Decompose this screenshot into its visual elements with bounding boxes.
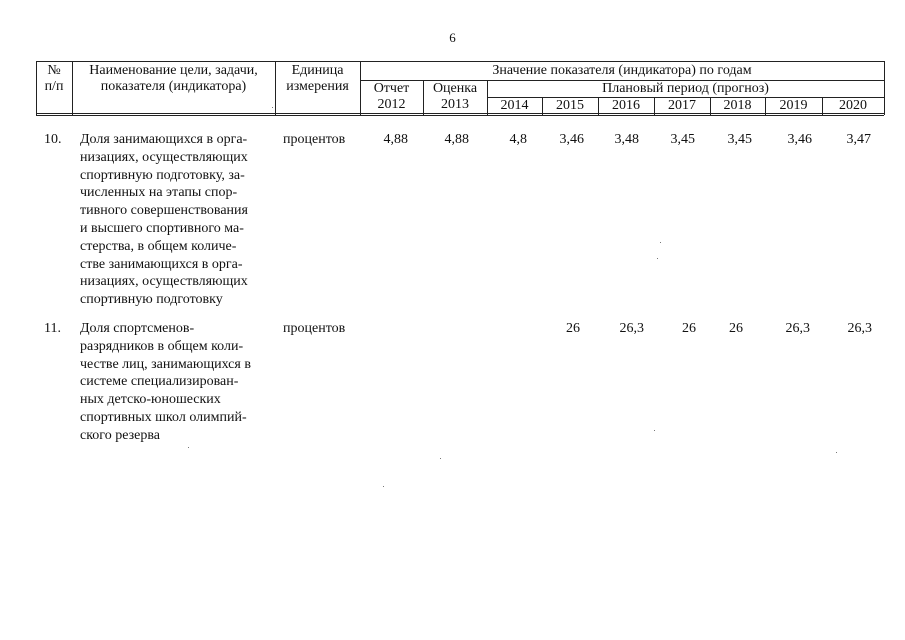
- header-num-line1: №: [47, 63, 61, 78]
- indicator-name: Доля спортсменов- разрядников в общем коли- честве лиц, занимающихся в системе специализирован- ных детско-юношеских спортивных школ олимпий- ского резерва: [80, 321, 251, 443]
- row-number: 10.: [44, 132, 62, 147]
- scan-speck: [657, 258, 658, 259]
- header-year-2020: 2020: [839, 98, 867, 113]
- header-year-2017: 2017: [668, 98, 696, 113]
- value-2015: 26: [566, 321, 580, 336]
- value-2018: 3,45: [727, 132, 752, 147]
- value-estimate-2013: 4,88: [444, 132, 469, 147]
- header-unit-line2: измерения: [286, 79, 349, 94]
- scan-speck: [660, 242, 661, 243]
- header-estimate-year: 2013: [441, 97, 469, 112]
- scan-speck: [836, 452, 837, 453]
- header-estimate: [423, 81, 487, 113]
- value-2019: 3,46: [787, 132, 812, 147]
- header-num-line2: п/п: [44, 79, 64, 94]
- header-report-year: 2012: [377, 97, 406, 112]
- page-number: 6: [449, 30, 456, 45]
- value-2014: 4,8: [509, 132, 527, 147]
- value-2019: 26,3: [785, 321, 810, 336]
- scan-speck: [188, 447, 189, 448]
- header-name-line1: Наименование цели, задачи,: [89, 63, 258, 78]
- scan-speck: [383, 486, 384, 487]
- unit-cell: процентов: [283, 321, 346, 336]
- scan-speck: [654, 430, 655, 431]
- header-report-label: Отчет: [373, 81, 410, 96]
- row-number: 11.: [44, 321, 61, 336]
- header-planning: Плановый период (прогноз): [602, 81, 769, 96]
- value-2017: 3,45: [670, 132, 695, 147]
- indicator-name: Доля занимающихся в орга- низациях, осуществляющих спортивную подготовку, за- численных на этапы спор- тивного совершенствования и высшего спортивного ма- стерства, в общем количе- стве занимающихся в орга- низациях, осуществляющих спортивную подготовку: [80, 132, 248, 308]
- header-year-2016: 2016: [612, 98, 640, 113]
- value-2017: 26: [682, 321, 696, 336]
- scan-speck: [440, 458, 441, 459]
- unit-cell: процентов: [283, 132, 346, 147]
- scan-speck: [272, 107, 273, 108]
- header-report: [360, 81, 423, 113]
- header-year-2015: 2015: [556, 98, 584, 113]
- value-2018: 26: [729, 321, 743, 336]
- value-2015: 3,46: [559, 132, 584, 147]
- header-name: [72, 63, 275, 95]
- header-num: [36, 63, 72, 95]
- header-year-2019: 2019: [779, 98, 808, 113]
- header-estimate-label: Оценка: [432, 81, 478, 96]
- header-unit-line1: Единица: [291, 63, 344, 78]
- header-year-2018: 2018: [723, 98, 752, 113]
- value-report-2012: 4,88: [383, 132, 408, 147]
- value-2016: 3,48: [614, 132, 639, 147]
- header-year-2014: 2014: [500, 98, 529, 113]
- header-name-line2: показателя (индикатора): [100, 79, 247, 94]
- value-2020: 3,47: [846, 132, 871, 147]
- value-2016: 26,3: [619, 321, 644, 336]
- value-2020: 26,3: [847, 321, 872, 336]
- header-unit: [275, 63, 360, 95]
- header-values-group: Значение показателя (индикатора) по годам: [492, 63, 752, 78]
